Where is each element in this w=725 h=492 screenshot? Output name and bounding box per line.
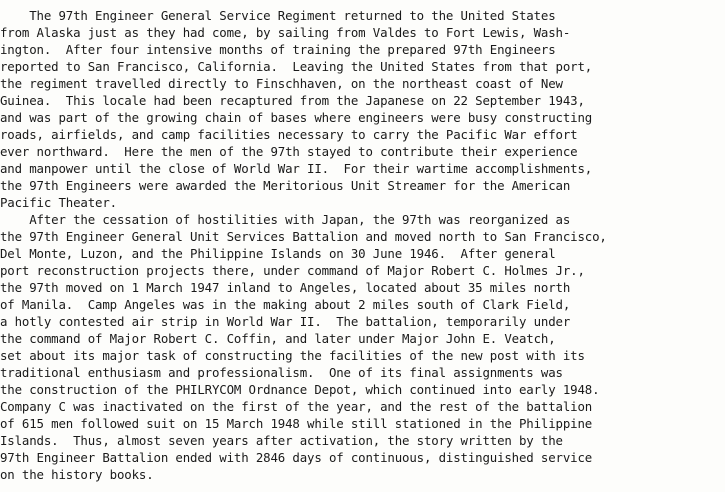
- text-line: the construction of the PHILRYCOM Ordnance Depot, which continued into early 1948.: [0, 382, 600, 397]
- text-line: from Alaska just as they had come, by sailing from Valdes to Fort Lewis, Wash-: [0, 25, 571, 40]
- text-line: the command of Major Robert C. Coffin, and later under Major John E. Veatch,: [0, 331, 556, 346]
- text-line: set about its major task of constructing the facilities of the new post with its: [0, 348, 585, 363]
- text-line: After the cessation of hostilities with Japan, the 97th was reorganized as: [0, 212, 571, 227]
- text-line: Company C was inactivated on the first of the year, and the rest of the battalion: [0, 399, 593, 414]
- text-line: the 97th moved on 1 March 1947 inland to Angeles, located about 35 miles north: [0, 280, 571, 295]
- text-line: The 97th Engineer General Service Regiment returned to the United States: [0, 8, 556, 23]
- text-line: of 615 men followed suit on 15 March 1948 while still stationed in the Philippine: [0, 416, 593, 431]
- text-line: on the history books.: [0, 467, 154, 482]
- text-line: ever northward. Here the men of the 97th stayed to contribute their experience: [0, 144, 578, 159]
- text-line: and was part of the growing chain of bases where engineers were busy constructing: [0, 110, 593, 125]
- text-line: roads, airfields, and camp facilities necessary to carry the Pacific War effort: [0, 127, 578, 142]
- text-line: Islands. Thus, almost seven years after activation, the story written by the: [0, 433, 563, 448]
- text-line: Del Monte, Luzon, and the Philippine Islands on 30 June 1946. After general: [0, 246, 556, 261]
- text-line: the 97th Engineers were awarded the Meritorious Unit Streamer for the American: [0, 178, 571, 193]
- text-line: 97th Engineer Battalion ended with 2846 days of continuous, distinguished service: [0, 450, 593, 465]
- text-line: traditional enthusiasm and professionalism. One of its final assignments was: [0, 365, 563, 380]
- text-line: and manpower until the close of World War II. For their wartime accomplishments,: [0, 161, 593, 176]
- text-line: reported to San Francisco, California. Leaving the United States from that port,: [0, 59, 593, 74]
- text-line: the regiment travelled directly to Finschhaven, on the northeast coast of New: [0, 76, 563, 91]
- text-line: ington. After four intensive months of training the prepared 97th Engineers: [0, 42, 556, 57]
- text-line: of Manila. Camp Angeles was in the making about 2 miles south of Clark Field,: [0, 297, 571, 312]
- text-line: port reconstruction projects there, under command of Major Robert C. Holmes Jr.,: [0, 263, 585, 278]
- text-line: Guinea. This locale had been recaptured from the Japanese on 22 September 1943,: [0, 93, 585, 108]
- text-line: the 97th Engineer General Unit Services Battalion and moved north to San Francisco,: [0, 229, 607, 244]
- text-line: Pacific Theater.: [0, 195, 117, 210]
- text-line: a hotly contested air strip in World War II. The battalion, temporarily under: [0, 314, 571, 329]
